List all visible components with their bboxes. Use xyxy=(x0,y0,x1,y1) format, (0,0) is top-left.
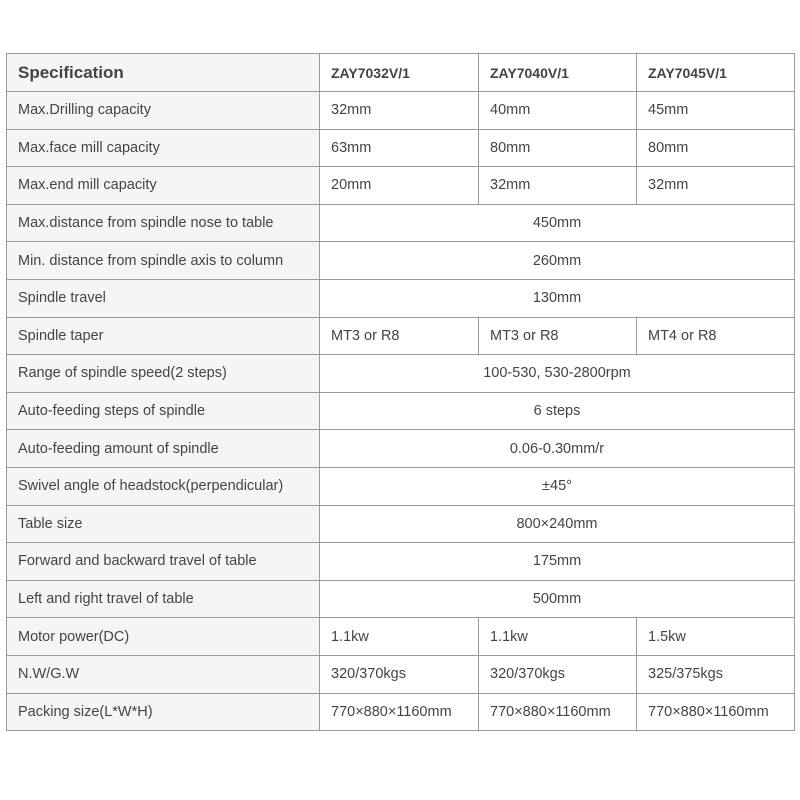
row-label: Max.face mill capacity xyxy=(7,129,320,167)
row-value-all-models: 800×240mm xyxy=(320,505,795,543)
row-value-model-1: 63mm xyxy=(320,129,479,167)
row-label: Auto-feeding steps of spindle xyxy=(7,392,320,430)
row-label: Swivel angle of headstock(perpendicular) xyxy=(7,467,320,505)
table-row xyxy=(7,204,795,242)
table-row xyxy=(7,580,795,618)
row-value-model-1: 32mm xyxy=(320,92,479,130)
table-row xyxy=(7,655,795,693)
row-value-model-2: 32mm xyxy=(479,167,637,205)
row-value-all-models: 6 steps xyxy=(320,392,795,430)
row-label: Range of spindle speed(2 steps) xyxy=(7,355,320,393)
row-value-model-3: 325/375kgs xyxy=(637,655,795,693)
row-value-all-models: 130mm xyxy=(320,279,795,317)
table-row xyxy=(7,317,795,355)
table-row xyxy=(7,242,795,280)
table-row xyxy=(7,92,795,130)
row-label: N.W/G.W xyxy=(7,655,320,693)
table-row xyxy=(7,618,795,656)
row-label: Motor power(DC) xyxy=(7,618,320,656)
row-label: Table size xyxy=(7,505,320,543)
table-row xyxy=(7,355,795,393)
row-value-model-2: 770×880×1160mm xyxy=(479,693,637,731)
row-value-model-2: 320/370kgs xyxy=(479,655,637,693)
row-label: Max.distance from spindle nose to table xyxy=(7,204,320,242)
header-specification: Specification xyxy=(7,54,320,92)
table-row xyxy=(7,167,795,205)
row-value-all-models: 450mm xyxy=(320,204,795,242)
row-value-all-models: 500mm xyxy=(320,580,795,618)
table-row xyxy=(7,129,795,167)
row-value-model-1: 1.1kw xyxy=(320,618,479,656)
row-value-all-models: 0.06-0.30mm/r xyxy=(320,430,795,468)
row-value-model-1: 20mm xyxy=(320,167,479,205)
row-label: Spindle taper xyxy=(7,317,320,355)
table-row xyxy=(7,279,795,317)
row-label: Left and right travel of table xyxy=(7,580,320,618)
row-value-model-2: 80mm xyxy=(479,129,637,167)
row-value-model-1: MT3 or R8 xyxy=(320,317,479,355)
row-label: Packing size(L*W*H) xyxy=(7,693,320,731)
table-row xyxy=(7,392,795,430)
row-value-model-1: 770×880×1160mm xyxy=(320,693,479,731)
row-label: Spindle travel xyxy=(7,279,320,317)
table-row xyxy=(7,543,795,581)
row-label: Forward and backward travel of table xyxy=(7,543,320,581)
row-value-all-models: 175mm xyxy=(320,543,795,581)
specification-table xyxy=(6,53,795,731)
row-value-model-3: 80mm xyxy=(637,129,795,167)
header-model-2: ZAY7040V/1 xyxy=(479,54,637,92)
row-value-model-3: MT4 or R8 xyxy=(637,317,795,355)
row-label: Min. distance from spindle axis to column xyxy=(7,242,320,280)
table-row xyxy=(7,693,795,731)
row-value-model-2: 1.1kw xyxy=(479,618,637,656)
row-value-model-1: 320/370kgs xyxy=(320,655,479,693)
row-value-all-models: 100-530, 530-2800rpm xyxy=(320,355,795,393)
table-row xyxy=(7,467,795,505)
row-label: Auto-feeding amount of spindle xyxy=(7,430,320,468)
row-label: Max.end mill capacity xyxy=(7,167,320,205)
row-value-model-3: 45mm xyxy=(637,92,795,130)
row-value-model-3: 1.5kw xyxy=(637,618,795,656)
row-value-model-3: 32mm xyxy=(637,167,795,205)
header-row xyxy=(7,54,795,92)
row-value-model-2: 40mm xyxy=(479,92,637,130)
header-model-3: ZAY7045V/1 xyxy=(637,54,795,92)
table-row xyxy=(7,430,795,468)
row-value-model-2: MT3 or R8 xyxy=(479,317,637,355)
header-model-1: ZAY7032V/1 xyxy=(320,54,479,92)
row-value-all-models: ±45° xyxy=(320,467,795,505)
row-value-model-3: 770×880×1160mm xyxy=(637,693,795,731)
row-label: Max.Drilling capacity xyxy=(7,92,320,130)
table-row xyxy=(7,505,795,543)
row-value-all-models: 260mm xyxy=(320,242,795,280)
